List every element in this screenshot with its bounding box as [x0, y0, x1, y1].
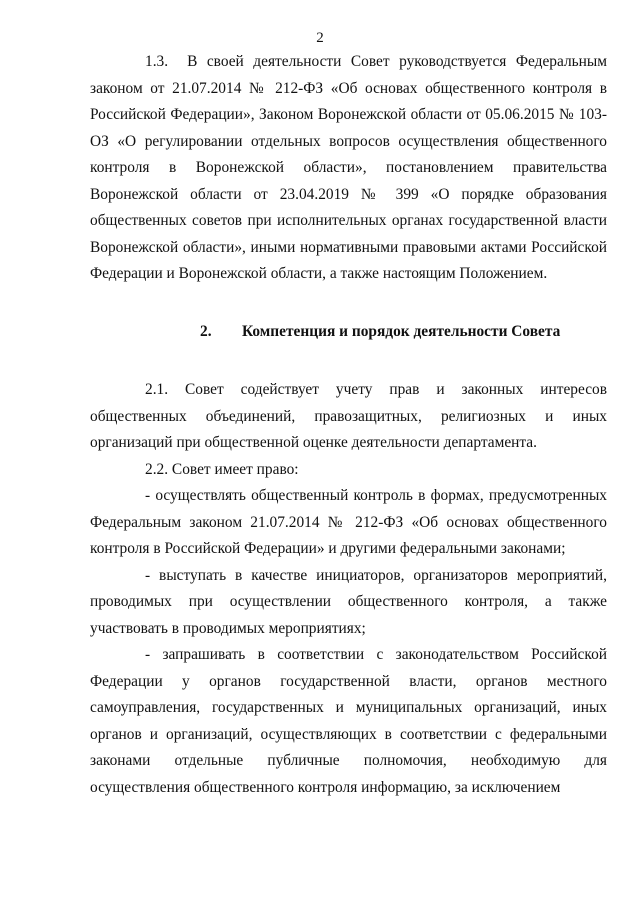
- list-item-public-control: - осуществлять общественный контроль в формах, предусмотренных Федеральным законом 21.07.2014 № 212-ФЗ «Об основах общественного контроля в Российской Федерации» и другими федеральными законами;: [90, 487, 607, 557]
- section-number: 2.: [200, 322, 212, 340]
- list-item-request-information: - запрашивать в соответствии с законодательством Российской Федерации у органов государственной власти, органов местного самоуправления, государственных и муниципальных организаций, иных органов и организаций, осуществляющих в соответствии с федеральными законами отдельные публичные полномочия, необходимую для осуществления общественного контроля информацию, за исключением: [90, 646, 607, 796]
- section-title: Компетенция и порядок деятельности Совета: [242, 322, 561, 340]
- list-item-initiators: - выступать в качестве инициаторов, организаторов мероприятий, проводимых при осуществлении общественного контроля, а также участвовать в проводимых мероприятиях;: [90, 566, 607, 637]
- section-heading: [90, 319, 607, 346]
- paragraph-2-2: 2.2. Совет имеет право:: [145, 460, 299, 478]
- paragraph-2-1: 2.1. Совет содействует учету прав и законных интересов общественных объединений, правозащитных, религиозных и иных организаций при общественной оценке деятельности департамента.: [90, 381, 607, 451]
- paragraph-1-3: 1.3. В своей деятельности Совет руководствуется Федеральным законом от 21.07.2014 № 212-ФЗ «Об основах общественного контроля в Российской Федерации», Законом Воронежской области от 05.06.2015 № 103-ОЗ «О регулировании отдельных вопросов осуществления общественного контроля в Воронежской области», постановлением правительства Воронежской области от 23.04.2019 № 399 «О порядке образования общественных советов при исполнительных органах государственной власти Воронежской области», иными нормативными правовыми актами Российской Федерации и Воронежской области, а также настоящим Положением.: [90, 53, 607, 282]
- document-body: [90, 49, 607, 801]
- page-number: 2: [316, 30, 324, 46]
